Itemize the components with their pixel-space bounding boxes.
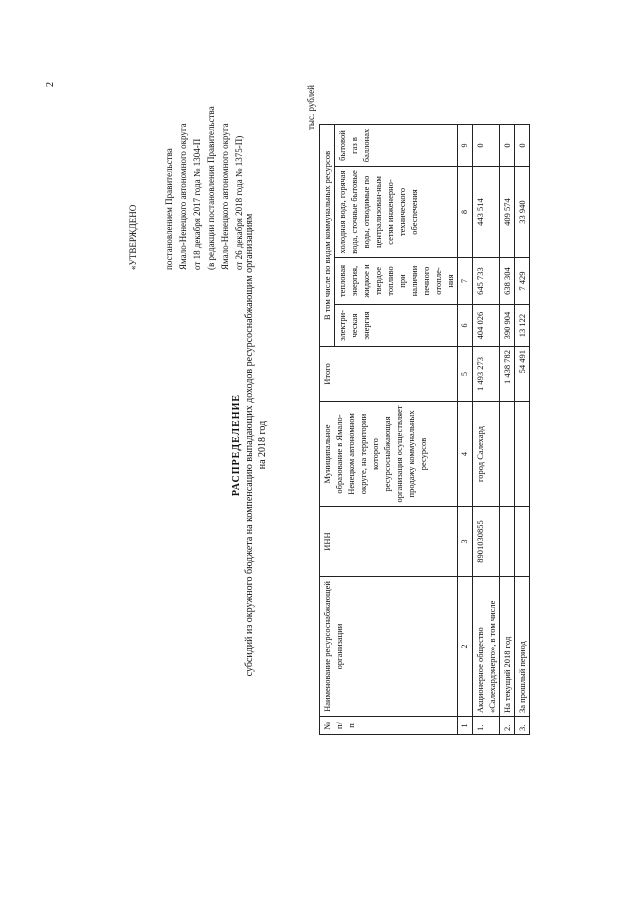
table-header-row	[320, 125, 335, 735]
approval-line: Ямало-Ненецкого автономного округа	[220, 123, 230, 270]
column-number: 6	[458, 305, 473, 347]
approval-heading: «УТВЕРЖДЕНО	[128, 204, 138, 270]
row-municipality	[515, 402, 530, 507]
row-name: На текущий 2018 год	[500, 577, 515, 717]
row-water: 443 514	[473, 167, 500, 258]
row-num: 2.	[500, 717, 515, 735]
row-name: За прошлый период	[515, 577, 530, 717]
header-group: В том числе по видам коммунальных ресурсов	[320, 125, 335, 347]
header-total: Итого	[320, 347, 458, 402]
unit-label: тыс. рублей	[306, 85, 316, 130]
row-name: Акционерное общество «Салехардэнерго», в том числе	[473, 577, 500, 717]
column-number: 8	[458, 167, 473, 258]
row-inn: 8901030855	[473, 507, 500, 577]
table-row	[500, 125, 515, 735]
row-num: 3.	[515, 717, 530, 735]
distribution-table	[319, 124, 530, 735]
column-number: 7	[458, 258, 473, 305]
row-water: 33 940	[515, 167, 530, 258]
title-line: субсидий из окружного бюджета на компенсацию выпадающих доходов ресурсоснабжающим организациям	[244, 213, 255, 677]
row-thermal: 7 429	[515, 258, 530, 305]
header-electric: электри-ческая энергия	[335, 305, 458, 347]
row-total: 54 491	[515, 347, 530, 402]
column-number: 2	[458, 577, 473, 717]
row-municipality: город Салехард	[473, 402, 500, 507]
column-number: 4	[458, 402, 473, 507]
column-number: 1	[458, 717, 473, 735]
approval-line: от 26 декабря 2018 года № 1375-П)	[234, 135, 244, 270]
column-number-row	[458, 125, 473, 735]
row-total: 1 438 782	[500, 347, 515, 402]
row-electric: 404 026	[473, 305, 500, 347]
header-num: № п/п	[320, 717, 458, 735]
column-number: 3	[458, 507, 473, 577]
header-gas: бытовой газ в баллонах	[335, 125, 458, 167]
approval-line: от 18 декабря 2017 года № 1304-П	[192, 138, 202, 270]
row-electric: 390 904	[500, 305, 515, 347]
row-electric: 13 122	[515, 305, 530, 347]
table-row	[473, 125, 500, 735]
document-title	[230, 145, 269, 745]
column-number: 9	[458, 125, 473, 167]
approval-line: (в редакции постановления Правительства	[206, 106, 216, 270]
row-thermal: 638 304	[500, 258, 515, 305]
row-num: 1.	[473, 717, 500, 735]
row-inn	[500, 507, 515, 577]
approval-line: постановлением Правительства	[164, 148, 174, 270]
approval-stamp	[126, 106, 246, 270]
row-inn	[515, 507, 530, 577]
header-name: Наименование ресурсоснабжающей организации	[320, 577, 458, 717]
title-line: на 2018 год	[257, 420, 268, 470]
row-gas: 0	[515, 125, 530, 167]
row-municipality	[500, 402, 515, 507]
title-main: РАСПРЕДЕЛЕНИЕ	[231, 393, 242, 497]
row-total: 1 493 273	[473, 347, 500, 402]
page-number: 2	[45, 82, 56, 87]
row-gas: 0	[473, 125, 500, 167]
header-inn: ИНН	[320, 507, 458, 577]
header-thermal: тепловая энергия, жидкое и твердое топливо при наличии печного отопле-ния	[335, 258, 458, 305]
row-water: 409 574	[500, 167, 515, 258]
row-thermal: 645 733	[473, 258, 500, 305]
header-water: холодная вода, горячая вода, сточные бытовые воды, отводимые по централизован-ным сетям инженерно-технического обеспечения	[335, 167, 458, 258]
table-row	[515, 125, 530, 735]
approval-line: Ямало-Ненецкого автономного округа	[178, 123, 188, 270]
header-municipality: Муниципальное образование в Ямало-Ненецком автономном округе, на территории которого ресурсоснабжающая организация осуществляет продажу коммунальных ресурсов	[320, 402, 458, 507]
row-gas: 0	[500, 125, 515, 167]
column-number: 5	[458, 347, 473, 402]
